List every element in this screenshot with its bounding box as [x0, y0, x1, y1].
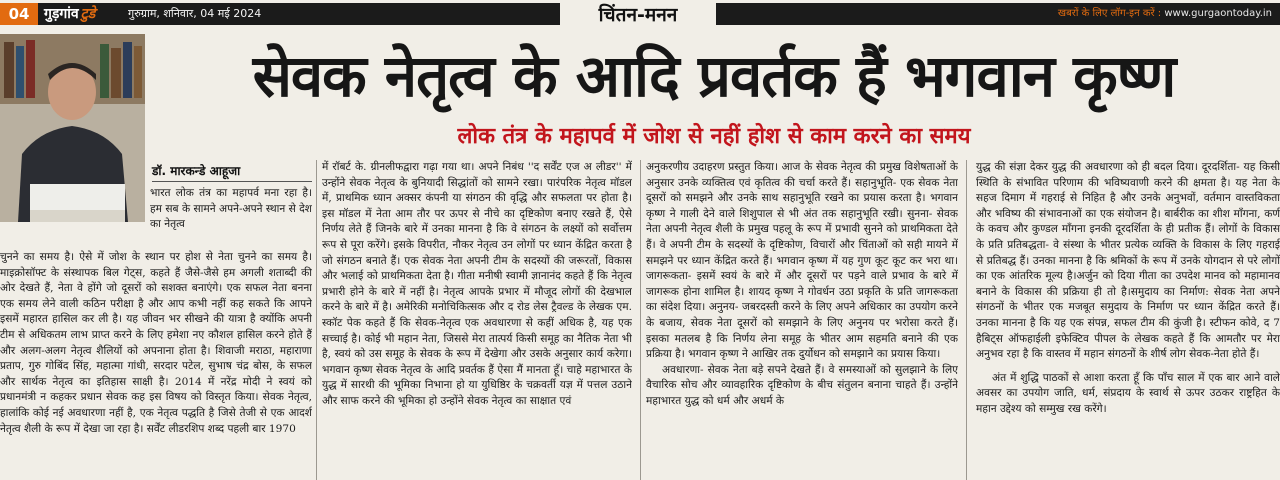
paragraph: चुनने का समय है। ऐसे में जोश के स्थान पर होश से नेता चुनने का समय है। माइक्रोसॉफ्ट के संस्थापक बिल गेट्स, कहते हैं जैसे-जैसे हम अगली शताब्दी की ओर देखते हैं, नेता वे होंगे जो दूसरों को सशक्त बनाएंगे। एक सफल नेता बनना एक समय लेने वाली कठिन परीक्षा है और आप कभी नहीं कह सकते कि आपने इसमें महारत हासिल कर ली है। यह जीवन भर सीखने की यात्रा है क्योंकि अपनी टीम से अधिकतम लाभ प्राप्त करने के लिए हमेशा नए कौशल हासिल करने होते हैं और अलग-अलग नेतृत्व शैलियों को अपनाना होता है। शिवाजी मराठा, महाराणा प्रताप, गुरु गोबिंद सिंह, महात्मा गांधी, सरदार पटेल, सुभाष चंद्र बोस, के सफल और सार्थक नेतृत्व का इतिहास साक्षी है। 2014 में नरेंद्र मोदी ने स्वयं को प्रधानमंत्री न कहकर प्रधान सेवक कह इस विषय को विस्तृत किया। सेवक नेतृत्व, हालांकि कोई नई अवधारणा नहीं है, एक नेतृत्व पद्धति है जिसे तेजी से एक आदर्श नेतृत्व शैली के रूप में देखा जा रहा है। सर्वेंट लीडरशिप शब्द पहली बार 1970: [0, 251, 312, 435]
paragraph: में रॉबर्ट के. ग्रीनलीफद्वारा गढ़ा गया था। अपने निबंध ''द सर्वेंट एज अ लीडर'' में उन्होंने सेवक नेतृत्व के बुनियादी सिद्धांतों को सामने रखा। पारंपरिक नेतृत्व मॉडल में, प्राथमिक ध्यान अक्सर कंपनी या संगठन की वृद्धि और सफलता पर होता है। इस मॉडल में नेता आम तौर पर ऊपर से नीचे का दृष्टिकोण बनाए रखते हैं, ऐसे निर्णय लेते हैं जिनके बारे में उनका मानना है कि वे संगठन के लक्ष्यों को सर्वोत्तम रूप से पूरा करेंगे। इसके विपरीत, नौकर नेतृत्व उन लोगों पर ध्यान केंद्रित करता है जो संगठन बनाते हैं। एक सेवक नेता अपनी टीम के सदस्यों की जरूरतों, विकास और भलाई को प्राथमिकता देता है। गीता मनीषी स्वामी ज्ञानानंद कहते हैं कि नेतृत्व प्रभारी होने के बारे में नहीं है। नेतृत्व आपके प्रभार में मौजूद लोगों की देखभाल करने के बारे में है। अमेरिकी मनोचिकित्सक और द रोड लेस ट्रैवल्ड के लेखक एम. स्कॉट पेक कहते हैं कि सेवक-नेतृत्व एक अवधारणा से कहीं अधिक है, यह एक सच्चाई है। कोई भी महान नेता, जिससे मेरा तात्पर्य किसी समूह का नैतिक नेता भी है, स्वयं को उस समूह के सेवक के रूप में देखेगा और उसके अनुसार कार्य करेगा। भगवान कृष्ण सेवक नेतृत्व के आदि प्रवर्तक हैं ऐसा मैं मानता हूँ। चाहे महाभारत के युद्ध में सारथी की भूमिका निभाना हो या युधिष्ठिर के चक्रवर्ती यज्ञ में पत्तल उठाने और साफ करने की भूमिका हो उन्होंने सेवक नेतृत्व का साक्षात एवं: [322, 161, 632, 407]
paper-name: [44, 3, 95, 25]
column-divider: [640, 160, 641, 480]
paper-name-main: गुड़गांव: [44, 6, 79, 22]
subheadline: लोक तंत्र के महापर्व में जोश से नहीं होश से काम करने का समय: [457, 124, 971, 149]
headline: सेवक नेतृत्व के आदि प्रवर्तक हैं भगवान कृष्ण: [252, 42, 1176, 110]
column-1-top: [150, 186, 312, 250]
column-divider: [966, 160, 967, 480]
byline-divider: [152, 181, 312, 182]
paragraph: अनुकरणीय उदाहरण प्रस्तुत किया। आज के सेवक नेतृत्व की प्रमुख विशेषताओं के अनुसार उनके व्यक्तित्व एवं कृतित्व की चर्चा करते हैं। सहानुभूति- एक सेवक नेता दूसरों को समझने और उनके साथ सहानुभूति रखने का प्रयास करता है। भगवान कृष्ण ने गाली देने वाले शिशुपाल से भी अंत तक सहानुभूति रखी। सुनना- सेवक नेता अपनी नेतृत्व शैली के प्रमुख पहलू के रूप में प्रभावी सुनने को प्राथमिकता देते हैं। वे अपनी टीम के सदस्यों के दृष्टिकोण, विचारों और चिंताओं को सही मायने में समझने पर ध्यान केंद्रित करते हैं। भगवान कृष्ण में यह गुण कूट कूट कर भरा था। जागरूकता- इसमें स्वयं के बारे में और दूसरों पर पड़ने वाले प्रभाव के बारे में जागरूक होना शामिल है। शायद कृष्ण ने गोवर्धन उठा प्रकृति के प्रति जागरूकता का संदेश दिया। अनुनय- जबरदस्ती करने के लिए अपने अधिकार का उपयोग करने के बजाय, सेवक नेता दूसरों को समझाने के लिए अनुनय पर भरोसा करते हैं। इसका मतलब है कि निर्णय लेना समूह के भीतर आम सहमति बनाने की एक प्रक्रिया है। भगवान कृष्ण ने आखिर तक दुर्योधन को समझाने का प्रयास किया।: [646, 161, 958, 361]
paragraph: भारत लोक तंत्र का महापर्व मना रहा है। हम सब के सामने अपने-अपने स्थान से देश का नेतृत्व: [150, 187, 312, 231]
column-4: [976, 160, 1280, 480]
website-link[interactable]: www.gurgaontoday.in: [1164, 8, 1272, 19]
paragraph: अंत में शुद्धि पाठकों से आशा करता हूँ कि पाँच साल में एक बार आने वाले अवसर का उपयोग जाति, धर्म, संप्रदाय के स्वार्थ से ऊपर उठकर राष्ट्रहित के महान उद्देश्य को सम्मुख रख करेंगे।: [976, 371, 1280, 415]
paper-name-suffix: टुडे: [80, 6, 96, 22]
paragraph: युद्ध की संज्ञा देकर युद्ध की अवधारणा को ही बदल दिया। दूरदर्शिता- यह किसी स्थिति के संभावित परिणाम की भविष्यवाणी करने की क्षमता है। यह नेता के सहज दिमाग में गहराई से निहित है और उनके अनुभवों, वर्तमान वास्तविकता और भविष्य की संभावनाओं का एक संयोजन है। बार्बरीक का शीश माँगना, कर्ण के कवच और कुण्डल माँगना इनकी दूरदर्शिता के ही प्रतीक हैं। लोगों के विकास के प्रति प्रतिबद्धता- वे संस्था के भीतर प्रत्येक व्यक्ति के विकास के लिए गहराई से प्रतिबद्ध हैं। उनका मानना है कि श्रमिकों के रूप में उनके योगदान से परे लोगों का एक आंतरिक मूल्य है।अर्जुन को दिया गीता का उपदेश मानव को महामानव बनाने के विकास की प्रक्रिया ही तो है।समुदाय का निर्माण: सेवक नेता अपने संगठनों के भीतर एक मजबूत समुदाय के निर्माण पर ध्यान केंद्रित करते हैं। उनका मानना है कि यह एक संपन्न, सफल टीम की कुंजी है। स्टीफन कोवे, द 7 हैबिट्स ऑफहाईली इफेक्टिव पीपल के लेखक कहते हैं कि आमतौर पर मेरा अनुभव रहा है कि वास्तव में महान संगठनों के शीर्ष लोग सेवक-नेता होते हैं।: [976, 161, 1280, 361]
section-title: चिंतन-मनन: [598, 4, 678, 26]
page-number: 04: [0, 3, 38, 25]
masthead-left-bar: [0, 3, 560, 25]
masthead-strip: [0, 0, 1280, 30]
author-byline: डॉ. मारकन्डे आहूजा: [152, 164, 241, 178]
column-3: [646, 160, 958, 480]
column-divider: [316, 160, 317, 480]
column-1-bottom: [0, 250, 312, 480]
author-photo: [0, 34, 145, 222]
masthead-right-bar: [716, 3, 1280, 25]
author-photo-illustration: [0, 34, 145, 222]
website-promo: [1058, 3, 1272, 25]
date-line: गुरुग्राम, शनिवार, 04 मई 2024: [128, 7, 262, 20]
paragraph: अवधारणा- सेवक नेता बड़े सपने देखते हैं। वे समस्याओं को सुलझाने के लिए वैचारिक सोच और व्यावहारिक दृष्टिकोण के बीच संतुलन बनाना चाहते हैं। उन्होंने महाभारत युद्ध को धर्म और अधर्म के: [646, 363, 958, 407]
column-2: [322, 160, 632, 480]
news-login-prompt: खबरों के लिए लॉग-इन करें :: [1057, 8, 1162, 19]
